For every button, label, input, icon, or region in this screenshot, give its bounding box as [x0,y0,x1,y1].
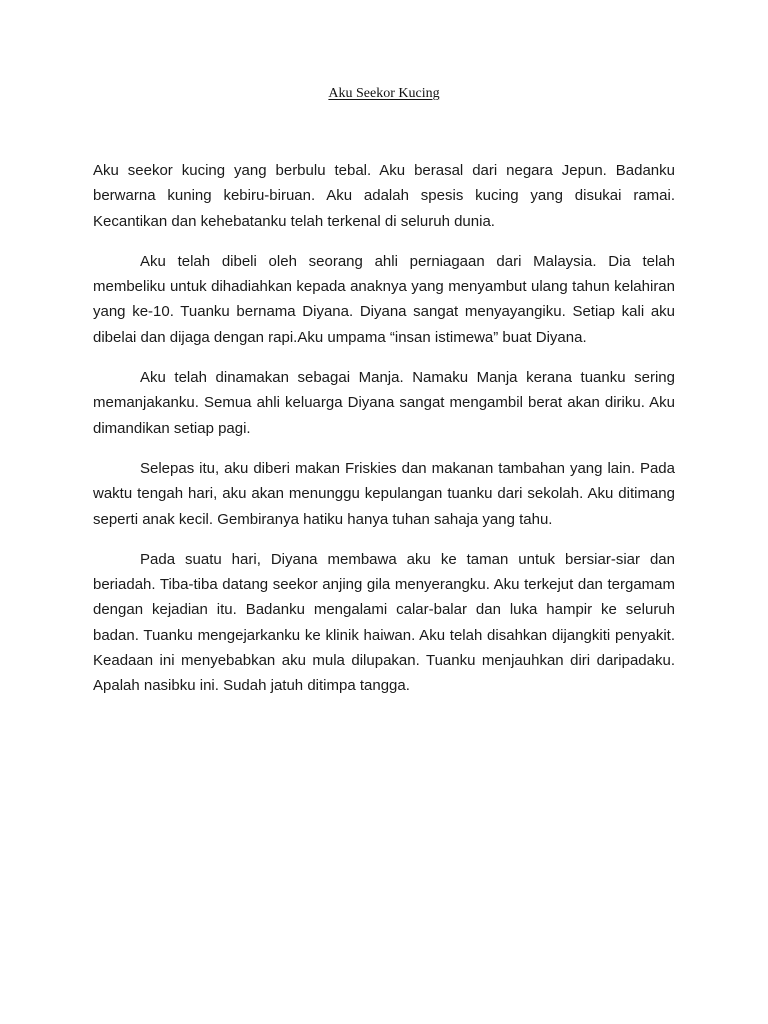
paragraph-3: Aku telah dinamakan sebagai Manja. Namaku Manja kerana tuanku sering memanjakanku. Semua ahli keluarga Diyana sangat mengambil berat akan diriku. Aku dimandikan setiap pagi. [93,369,675,437]
title-text: Aku Seekor Kucing [328,86,440,101]
document-body [93,158,675,714]
paragraph-4: Selepas itu, aku diberi makan Friskies dan makanan tambahan yang lain. Pada waktu tengah hari, aku akan menunggu kepulangan tuanku dari sekolah. Aku ditimang seperti anak kecil. Gembiranya hatiku hanya tuhan sahaja yang tahu. [93,459,675,528]
paragraph-5: Pada suatu hari, Diyana membawa aku ke taman untuk bersiar-siar dan beriadah. Tiba-tiba datang seekor anjing gila menyerangku. Aku terkejut dan tergamam dengan kejadian itu. Badanku mengalami calar-balar dan luka hampir ke seluruh badan. Tuanku mengejarkanku ke klinik haiwan. Aku telah disahkan dijangkiti penyakit. Keadaan ini menyebabkan aku mula dilupakan. Tuanku menjauhkan diri daripadaku. Apalah nasibku ini. Sudah jatuh ditimpa tangga. [93,550,675,695]
paragraph-1: Aku seekor kucing yang berbulu tebal. Aku berasal dari negara Jepun. Badanku berwarna kuning kebiru-biruan. Aku adalah spesis kucing yang disukai ramai. Kecantikan dan kehebatanku telah terkenal di seluruh dunia. [93,162,675,230]
paragraph-2: Aku telah dibeli oleh seorang ahli perniagaan dari Malaysia. Dia telah membeliku untuk dihadiahkan kepada anaknya yang menyambut ulang tahun kelahiran yang ke-10. Tuanku bernama Diyana. Diyana sangat menyayangiku. Setiap kali aku dibelai dan dijaga dengan rapi.Aku umpama “insan istimewa” buat Diyana. [93,252,675,346]
document-title [0,86,768,102]
